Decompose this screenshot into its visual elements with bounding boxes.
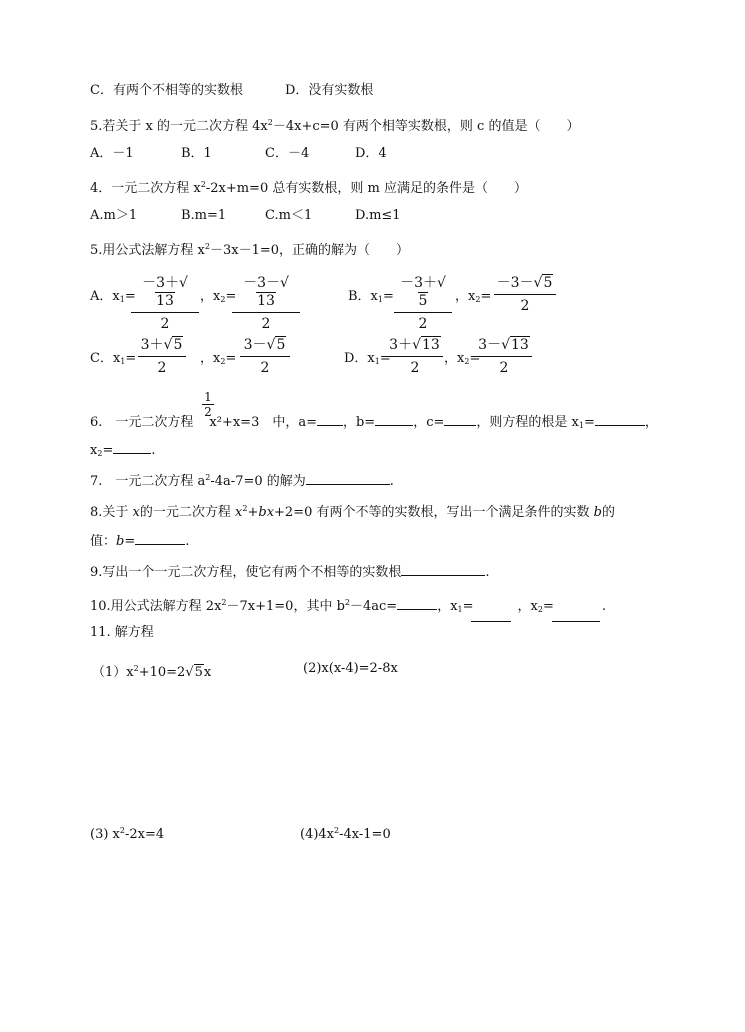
q5b-d-fraction-2: $\frac{3-√13}{2}$ [476,336,532,377]
q4-option-c: C.m＜1 [265,208,313,223]
question-11-title: 11. 解方程 [90,625,154,640]
q5b-option-c-label [90,350,136,371]
q5b-c-den1: 2 [157,360,167,376]
option-d-text: D．没有实数根 [285,83,374,98]
q10-sub1: 1 [457,605,463,614]
q10-text-mid: －7x+1=0，其中 b [226,599,345,614]
q5b-text-pre: 5.用公式法解方程 x [90,243,205,258]
q4-text-pre: 4．一元二次方程 x [90,181,201,196]
q5b-option-b-label [348,288,394,309]
q5a-text-post: －4x+c=0 有两个相等实数根，则 c 的值是（ ） [272,119,580,134]
q7-end: . [389,474,394,489]
q5b-c-eq1: = [125,351,137,366]
q5b-b-den1: 2 [418,316,428,332]
q6-sub1: 1 [578,421,584,430]
q8-line2-end: . [185,534,190,549]
q5b-d-eq2: = [469,351,481,366]
q10-eq1: = [462,599,474,614]
q5b-c-sub1: 1 [120,357,126,366]
q5b-d-num1-rad: 13 [422,337,440,353]
q5b-a-label: A．x [90,289,120,304]
q11-p1-sup: 2 [133,664,139,673]
q6-fraction-half [202,390,214,419]
q5b-a-fraction-1: $\frac{-3+√13}{2}$ [131,274,199,333]
q6-sub2: 2 [97,449,103,458]
q11-p3-post: -2x=4 [124,827,165,842]
q11-p1-mid: +10=2 [138,665,186,680]
q4-option-a: A.m＞1 [90,208,138,223]
q5a-text-pre: 5.若关于 x 的一元二次方程 4x [90,119,268,134]
q5b-d-sub2: 2 [464,357,470,366]
q9-end: . [485,565,490,580]
q11-p4-pre: (4)4x [300,827,335,842]
q5b-a-sub1: 1 [119,295,125,304]
q5b-c-fraction-1: $\frac{3+√5}{2}$ [138,336,186,377]
q5b-d-eq1: = [379,351,391,366]
question-6-line2 [90,440,155,463]
q5a-option-b: B．1 [181,146,212,161]
q10-sup2: 2 [344,598,350,607]
q5a-option-a: A．－1 [90,146,134,161]
q5b-d-num2-pre: 3－ [478,337,502,353]
q6-text-pre: 6. 一元二次方程 [90,415,194,430]
q5b-a-num1-pre: －3＋ [142,275,179,291]
q6-blank-a[interactable] [317,412,343,426]
q6-blank-b[interactable] [375,412,413,426]
option-c-text: C．有两个不相等的实数根 [90,83,243,98]
q9-blank[interactable] [401,562,485,576]
q4-option-d: D.m≤1 [355,208,401,223]
q5b-d-mid: ，x [444,351,465,366]
q5b-a-num2-pre: －3－ [243,275,280,291]
question-5a-stem [90,114,579,136]
q5b-b-num1-pre: －3＋ [400,275,437,291]
q8-blank[interactable] [135,531,185,545]
q5b-b-sub1: 1 [377,295,383,304]
q8-x2: x [235,505,243,520]
q7-text-post: -4a-7=0 的解为 [210,474,306,489]
question-8-line2 [90,531,189,551]
q4-text-post: -2x+m=0 总有实数根，则 m 应满足的条件是（ ） [205,181,527,196]
q10-sub2: 2 [537,605,543,614]
q8-p2: 的一元二次方程 [139,505,236,520]
q5b-b-sub2: 2 [475,295,481,304]
question-10-stem [90,594,606,619]
q11-part-2: (2)x(x-4)=2-8x [303,661,398,676]
q10-blank-disc[interactable] [397,596,437,610]
q5b-text-post: －3x－1=0，正确的解为（ ） [209,243,410,258]
q7-sup: 2 [205,473,211,482]
q5b-a-eq1: = [124,289,136,304]
q10-blank-x2[interactable] [552,621,600,622]
q5b-a-mid: ，x [200,289,221,304]
q11-part-3 [90,822,164,844]
q6-blank-x1[interactable] [595,412,645,426]
q9-text: 9.写出一个一元二次方程，使它有两个不相等的实数根 [90,565,402,580]
q5b-a-num1-rad: 13 [156,293,174,309]
q5b-a-sub2: 2 [220,295,226,304]
q11-part-1: $(1)x^2+10=2√5x$ [92,664,212,680]
q5b-b-num2-pre: －3－ [496,275,534,291]
q6-line2-end: . [151,443,156,458]
q5b-option-b-mid [455,288,491,309]
q5b-option-a-mid [200,288,236,309]
q8-sup: 2 [242,504,248,513]
q5b-sup: 2 [204,242,210,251]
q11-p3-pre: (3) x [90,827,120,842]
q5b-c-den2: 2 [260,360,270,376]
question-9-stem [90,562,490,582]
q5b-option-d-mid [444,350,480,371]
q5b-c-num2-pre: 3－ [243,337,267,353]
q6-root-label: ，则方程的根是 x [476,415,579,430]
q11-part-4 [300,822,391,844]
q11-p3-sup: 2 [119,826,125,835]
q6-line2-eq: = [102,443,114,458]
q5b-c-mid: ，x [200,351,221,366]
q6-comma: ， [644,415,658,430]
q5b-a-den2: 2 [261,316,271,332]
q6-blank-c[interactable] [444,412,476,426]
q4-option-b: B.m=1 [181,208,227,223]
question-7-stem [90,469,394,491]
q5b-c-num1-rad: 5 [173,337,183,353]
q6-blank-x2[interactable] [113,440,151,454]
q5b-c-num1-pre: 3＋ [140,337,164,353]
q4-sup: 2 [200,180,206,189]
q7-blank[interactable] [306,471,390,485]
q5b-option-a-label [90,288,136,309]
q11-p1-pre: （1）x [92,665,134,680]
q10-text-post: －4ac= [350,599,398,614]
q5b-b-fraction-1: $\frac{-3+√5}{2}$ [394,274,452,333]
q6-line2-pre: x [90,443,98,458]
q7-text-pre: 7. 一元二次方程 a [90,474,206,489]
q5b-b-num2-rad: 5 [543,275,553,291]
question-5b-stem [90,238,409,260]
q5b-c-sub2: 2 [220,357,226,366]
q8-b2: b [116,534,125,549]
q6-text-mid: x²+x=3 中，a= [209,415,317,430]
q10-blank-x1[interactable] [471,621,511,622]
q5b-b-fraction-2: $\frac{-3-√5}{2}$ [494,274,556,315]
q8-bx: bx [258,505,275,520]
q5a-option-d: D．4 [355,146,387,161]
question-8-stem [90,500,615,522]
q5b-a-eq2: = [225,289,237,304]
q5b-c-label: C．x [90,351,121,366]
q10-text-pre: 10.用公式法解方程 2x [90,599,222,614]
q5b-c-fraction-2: $\frac{3-√5}{2}$ [240,336,290,377]
q5b-b-label: B．x [348,289,378,304]
q5a-sup: 2 [267,118,273,127]
q5b-d-num1-pre: 3＋ [389,337,413,353]
q5b-d-den1: 2 [410,360,420,376]
q6-frac-den: 2 [204,405,212,419]
q5b-c-num2-rad: 5 [276,337,286,353]
q8-line2-pre: 值： [90,534,117,549]
q5b-b-den2: 2 [520,298,530,314]
q10-x2-label: ，x [517,599,538,614]
q10-sup: 2 [221,598,227,607]
q8-p1: 8.关于 [90,505,133,520]
q8-p3: + [247,505,259,520]
q11-p4-post: -4x-1=0 [339,827,391,842]
q5b-d-fraction-1: $\frac{3+√13}{2}$ [387,336,443,377]
q5b-b-eq2: = [480,289,492,304]
q8-p4: +2=0 有两个不等的实数根，写出一个满足条件的实数 [274,505,594,520]
q5b-option-c-mid [200,350,236,371]
q5b-b-mid: ，x [455,289,476,304]
q6-frac-num: 1 [202,390,214,405]
question-4-stem [90,176,527,198]
q8-b: b [593,505,602,520]
q5a-option-c: C．－4 [265,146,310,161]
q10-end: . [601,599,607,614]
q11-p4-sup: 2 [334,826,340,835]
q11-p1-rad: 5 [194,665,203,680]
q5b-d-num2-rad: 13 [511,337,529,353]
q5b-option-d-label [344,350,391,371]
question-6-stem [90,412,658,435]
q6-b-label: ，b= [342,415,376,430]
q5b-b-eq1: = [382,289,394,304]
q8-p5: 的 [601,505,615,520]
q10-eq2: = [542,599,554,614]
q5b-d-den2: 2 [499,360,509,376]
q11-p1-post: x [203,665,212,680]
q5b-a-den1: 2 [160,316,170,332]
q5b-a-fraction-2: $\frac{-3-√13}{2}$ [232,274,300,333]
q5b-c-eq2: = [225,351,237,366]
q5b-d-sub1: 1 [374,357,380,366]
q6-c-label: ，c= [413,415,445,430]
q5b-a-num2-rad: 13 [257,293,275,309]
q8-line2-eq: = [124,534,136,549]
q5b-b-num1-rad: 5 [418,293,428,309]
q6-eq: = [583,415,595,430]
q10-x1-label: ，x [437,599,458,614]
q5b-d-label: D．x [344,351,375,366]
q8-x: x [132,505,140,520]
